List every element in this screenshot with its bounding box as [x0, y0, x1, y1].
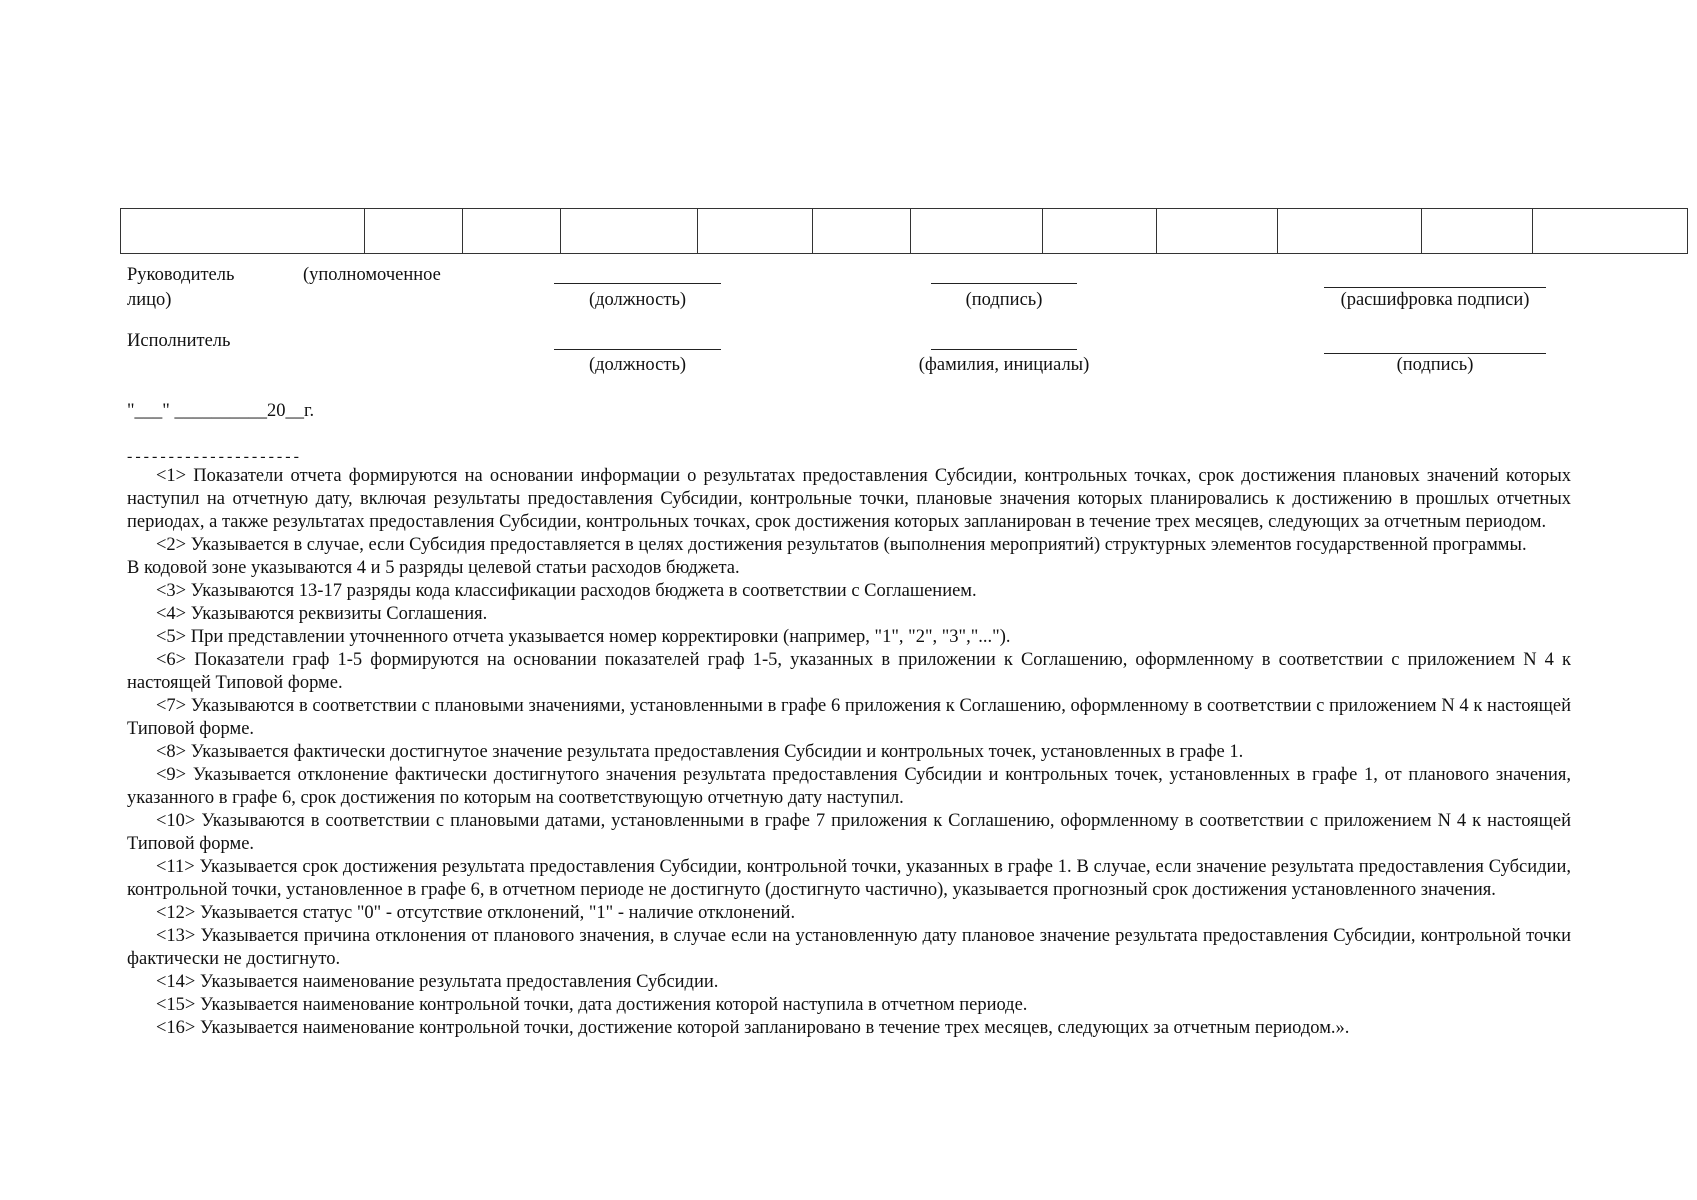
table-cell	[121, 209, 365, 254]
table-cell	[1533, 209, 1688, 254]
footnote-14: <14> Указывается наименование результата предоставления Субсидии.	[156, 972, 719, 992]
head-decoding-caption: (расшифровка подписи)	[1340, 290, 1530, 310]
footnote-1: <1> Показатели отчета формируются на основании информации о результатах предоставления Субсидии, контрольных точках, срок достижения плановых значений которых наступил на отчетную дату, включая результаты предоставления Субсидии, контрольные точки, плановые значения которых планировались к достижению в прошлых отчетных периодах, а также результатах предоставления Субсидии, контрольных точках, срок достижения которых запланирован в течение трех месяцев, следующих за отчетным периодом.	[127, 466, 1571, 532]
footnote-15: <15> Указывается наименование контрольной точки, дата достижения которой наступила в отчетном периоде.	[156, 995, 1028, 1015]
table-cell	[1278, 209, 1422, 254]
footnote-11: <11> Указывается срок достижения результата предоставления Субсидии, контрольной точки, указанных в графе 1. В случае, если значение результата предоставления Субсидии, контрольной точки, установленное в графе 6, в отчетном периоде не достигнуто (достигнуто частично), указывается прогнозный срок достижения установленного значения.	[127, 857, 1571, 900]
head-position-line	[554, 283, 721, 284]
table-cell	[365, 209, 463, 254]
footnote-2-note: В кодовой зоне указываются 4 и 5 разряды целевой статьи расходов бюджета.	[127, 558, 740, 578]
table-cell	[911, 209, 1043, 254]
footnote-8: <8> Указывается фактически достигнутое значение результата предоставления Субсидии и контрольных точек, установленных в графе 1.	[156, 742, 1244, 762]
head-decoding-line	[1324, 287, 1546, 288]
footnote-2: <2> Указывается в случае, если Субсидия предоставляется в целях достижения результатов (выполнения мероприятий) структурных элементов государственной программы.	[156, 535, 1527, 555]
executor-name-line	[931, 349, 1077, 350]
report-table	[120, 208, 1688, 254]
head-label: Руководитель	[127, 265, 235, 285]
footnote-5: <5> При представлении уточненного отчета указывается номер корректировки (например, "1", "2", "3","...").	[156, 627, 1011, 647]
table-cell	[813, 209, 911, 254]
footnote-13: <13> Указывается причина отклонения от планового значения, в случае если на установленную дату плановое значение результата предоставления Субсидии, контрольной точки фактически не достигнуто.	[127, 926, 1571, 969]
head-label-authorized: (уполномоченное	[303, 265, 441, 285]
footnote-10: <10> Указываются в соответствии с плановыми датами, установленными в графе 7 приложения к Соглашению, оформленному в соответствии с приложением N 4 к настоящей Типовой форме.	[127, 811, 1571, 854]
footnotes	[127, 465, 1575, 1040]
date-line: "___" __________20__г.	[127, 401, 315, 421]
table-cell	[463, 209, 561, 254]
table-cell	[1157, 209, 1278, 254]
footnote-separator: ---------------------	[127, 448, 302, 465]
table-cell	[698, 209, 813, 254]
table-cell	[1422, 209, 1533, 254]
footnote-6: <6> Показатели граф 1-5 формируются на основании показателей граф 1-5, указанных в приложении к Соглашению, оформленному в соответствии с приложением N 4 к настоящей Типовой форме.	[127, 650, 1571, 693]
executor-position-caption: (должность)	[588, 355, 687, 375]
executor-name-caption: (фамилия, инициалы)	[918, 355, 1090, 375]
footnote-7: <7> Указываются в соответствии с плановыми значениями, установленными в графе 6 приложения к Соглашению, оформленному в соответствии с приложением N 4 к настоящей Типовой форме.	[127, 696, 1571, 739]
footnote-3: <3> Указываются 13-17 разряды кода классификации расходов бюджета в соответствии с Соглашением.	[156, 581, 977, 601]
footnote-16: <16> Указывается наименование контрольной точки, достижение которой запланировано в течение трех месяцев, следующих за отчетным периодом.».	[156, 1018, 1350, 1038]
executor-position-line	[554, 349, 721, 350]
footnote-9: <9> Указывается отклонение фактически достигнутого значения результата предоставления Субсидии и контрольных точек, установленных в графе 1, от планового значения, указанного в графе 6, срок достижения по которым на соответствующую отчетную дату наступил.	[127, 765, 1571, 808]
head-position-caption: (должность)	[588, 290, 687, 310]
table-cell	[561, 209, 698, 254]
head-signature-line	[931, 283, 1077, 284]
head-label-person: лицо)	[127, 290, 172, 310]
executor-signature-caption: (подпись)	[1396, 355, 1474, 375]
table-row	[121, 209, 1688, 254]
footnote-4: <4> Указываются реквизиты Соглашения.	[156, 604, 488, 624]
footnote-12: <12> Указывается статус "0" - отсутствие отклонений, "1" - наличие отклонений.	[156, 903, 796, 923]
table-cell	[1043, 209, 1157, 254]
executor-label: Исполнитель	[127, 331, 231, 351]
head-signature-caption: (подпись)	[965, 290, 1043, 310]
